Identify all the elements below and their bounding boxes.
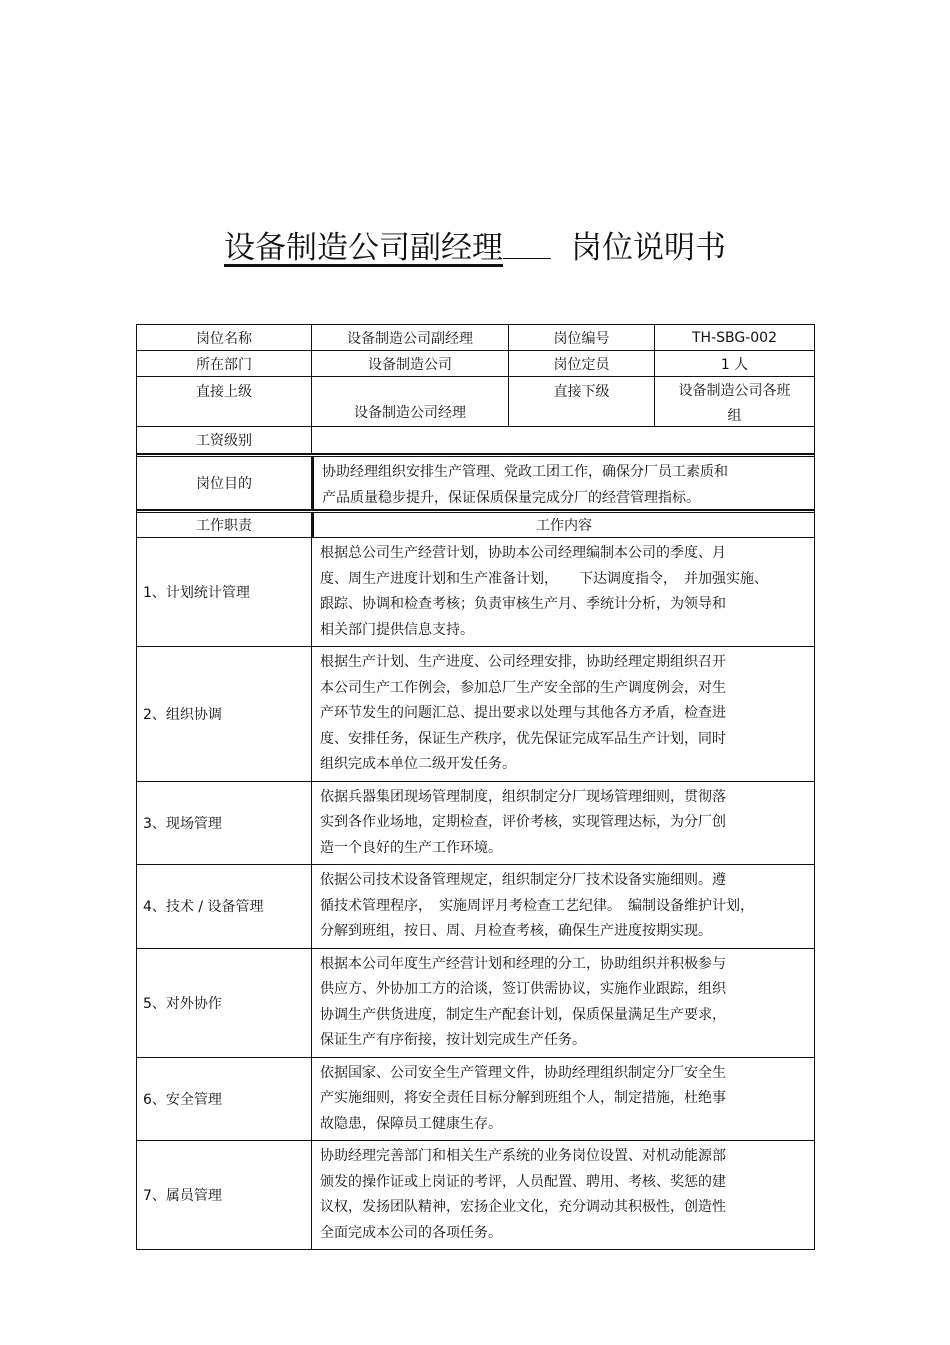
duty-content-line: 循技术管理程序， 实施周评月考检查工艺纪律。 编制设备维护计划， bbox=[320, 897, 754, 914]
duty-name: 6、安全管理 bbox=[137, 1058, 312, 1141]
row-purpose bbox=[137, 454, 814, 510]
duty-content-line: 根据总公司生产经营计划，协助本公司经理编制本公司的季度、月 bbox=[320, 545, 726, 561]
duty-content bbox=[312, 865, 814, 948]
duty-content-line: 组织完成本单位二级开发任务。 bbox=[320, 756, 516, 772]
duty-row bbox=[137, 1141, 814, 1249]
duty-content bbox=[312, 538, 814, 646]
duty-row bbox=[137, 949, 814, 1058]
duty-content-line: 根据生产计划、生产进度、公司经理安排，协助经理定期组织召开 bbox=[320, 654, 726, 670]
duty-content-line: 造一个良好的生产工作环境。 bbox=[320, 839, 502, 856]
duty-row bbox=[137, 538, 814, 647]
duty-content-line: 依据兵器集团现场管理制度，组织制定分厂现场管理细则，贯彻落 bbox=[320, 788, 726, 805]
purpose-content bbox=[312, 457, 814, 509]
duty-content-line: 实到各作业场地，定期检查，评价考核，实现管理达标，为分厂创 bbox=[320, 814, 726, 830]
row-salary bbox=[137, 427, 814, 454]
quota-label: 岗位定员 bbox=[509, 351, 655, 376]
salary-label: 工资级别 bbox=[137, 427, 312, 453]
row-reporting bbox=[137, 377, 814, 427]
duty-content-line: 本公司生产工作例会，参加总厂生产安全部的生产调度例会，对生 bbox=[320, 679, 726, 696]
duty-content-line: 供应方、外协加工方的洽谈，签订供需协议，实施作业跟踪，组织 bbox=[320, 981, 726, 997]
duty-content-line: 度、安排任务，保证生产秩序，优先保证完成军品生产计划，同时 bbox=[320, 730, 726, 747]
duty-name: 1、计划统计管理 bbox=[137, 538, 312, 646]
duty-content-line: 根据本公司年度生产经营计划和经理的分工，协助组织并积极参与 bbox=[320, 955, 726, 972]
duty-content bbox=[312, 647, 814, 781]
row-post-name bbox=[137, 325, 814, 351]
duties-header-col1: 工作职责 bbox=[137, 513, 312, 537]
post-name-label: 岗位名称 bbox=[137, 325, 312, 350]
duty-content-line: 保证生产有序衔接，按计划完成生产任务。 bbox=[320, 1032, 586, 1048]
duty-content-line: 度、周生产进度计划和生产准备计划， 下达调度指令， 并加强实施、 bbox=[320, 570, 768, 587]
duty-content bbox=[312, 1058, 814, 1141]
duty-content bbox=[312, 949, 814, 1057]
quota-value: 1 人 bbox=[720, 356, 749, 373]
title-document-name: 岗位说明书 bbox=[571, 230, 726, 266]
duty-name: 7、属员管理 bbox=[137, 1141, 312, 1249]
duty-content bbox=[312, 782, 814, 865]
post-code-label: 岗位编号 bbox=[509, 325, 655, 350]
duty-row bbox=[137, 1058, 814, 1142]
superior-label: 直接上级 bbox=[137, 377, 312, 426]
duties-header-col2: 工作内容 bbox=[312, 513, 814, 537]
post-code-value: TH-SBG-002 bbox=[692, 329, 777, 346]
duty-content-line: 依据国家、公司安全生产管理文件，协助经理组织制定分厂安全生 bbox=[320, 1064, 726, 1081]
subordinate-value bbox=[655, 377, 814, 426]
duty-content-line: 产环节发生的问题汇总、提出要求以处理与其他各方矛盾，检查进 bbox=[320, 705, 726, 721]
duty-content-line: 产实施细则，将安全责任目标分解到班组个人，制定措施，杜绝事 bbox=[320, 1090, 726, 1106]
subordinate-label: 直接下级 bbox=[509, 377, 655, 426]
purpose-label: 岗位目的 bbox=[137, 457, 312, 509]
duty-content-line: 相关部门提供信息支持。 bbox=[320, 621, 474, 638]
duty-content-line: 分解到班组，按日、周、月检查考核，确保生产进度按期实现。 bbox=[320, 923, 712, 939]
dept-label: 所在部门 bbox=[137, 351, 312, 376]
duty-name: 5、对外协作 bbox=[137, 949, 312, 1057]
post-name-value: 设备制造公司副经理 bbox=[312, 325, 509, 350]
document-title bbox=[0, 226, 950, 270]
subordinate-value-line1: 设备制造公司各班 bbox=[678, 383, 791, 399]
duty-content-line: 全面完成本公司的各项任务。 bbox=[320, 1224, 502, 1241]
row-department bbox=[137, 351, 814, 377]
duty-row bbox=[137, 647, 814, 782]
title-underline-gap bbox=[503, 226, 551, 259]
duty-row bbox=[137, 865, 814, 949]
duty-content bbox=[312, 1141, 814, 1249]
job-description-table bbox=[136, 324, 815, 1250]
duty-name: 3、现场管理 bbox=[137, 782, 312, 865]
duty-content-line: 依据公司技术设备管理规定，组织制定分厂技术设备实施细则。遵 bbox=[320, 872, 726, 888]
duty-name: 2、组织协调 bbox=[137, 647, 312, 781]
duty-content-line: 跟踪、协调和检查考核；负责审核生产月、季统计分析，为领导和 bbox=[320, 596, 726, 612]
duty-content-line: 协调生产供货进度，制定生产配套计划，保质保量满足生产要求， bbox=[320, 1006, 726, 1023]
duty-row bbox=[137, 782, 814, 866]
row-duties-header bbox=[137, 510, 814, 538]
dept-value: 设备制造公司 bbox=[312, 351, 509, 376]
duties-body bbox=[137, 538, 814, 1249]
duty-content-line: 议权，发扬团队精神，宏扬企业文化，充分调动其积极性，创造性 bbox=[320, 1199, 726, 1215]
subordinate-value-line2: 组 bbox=[727, 408, 742, 424]
salary-value bbox=[312, 427, 814, 453]
duty-content-line: 协助经理完善部门和相关生产系统的业务岗位设置、对机动能源部 bbox=[320, 1148, 726, 1164]
duty-content-line: 颁发的操作证或上岗证的考评，人员配置、聘用、考核、奖惩的建 bbox=[320, 1173, 726, 1190]
duty-name: 4、技术 / 设备管理 bbox=[137, 865, 312, 948]
purpose-line: 产品质量稳步提升，保证保质保量完成分厂的经营管理指标。 bbox=[322, 489, 700, 506]
superior-value: 设备制造公司经理 bbox=[312, 377, 509, 426]
title-position-name: 设备制造公司副经理 bbox=[224, 230, 503, 266]
purpose-line: 协助经理组织安排生产管理、党政工团工作，确保分厂员工素质和 bbox=[322, 464, 728, 480]
duty-content-line: 故隐患，保障员工健康生存。 bbox=[320, 1115, 502, 1132]
